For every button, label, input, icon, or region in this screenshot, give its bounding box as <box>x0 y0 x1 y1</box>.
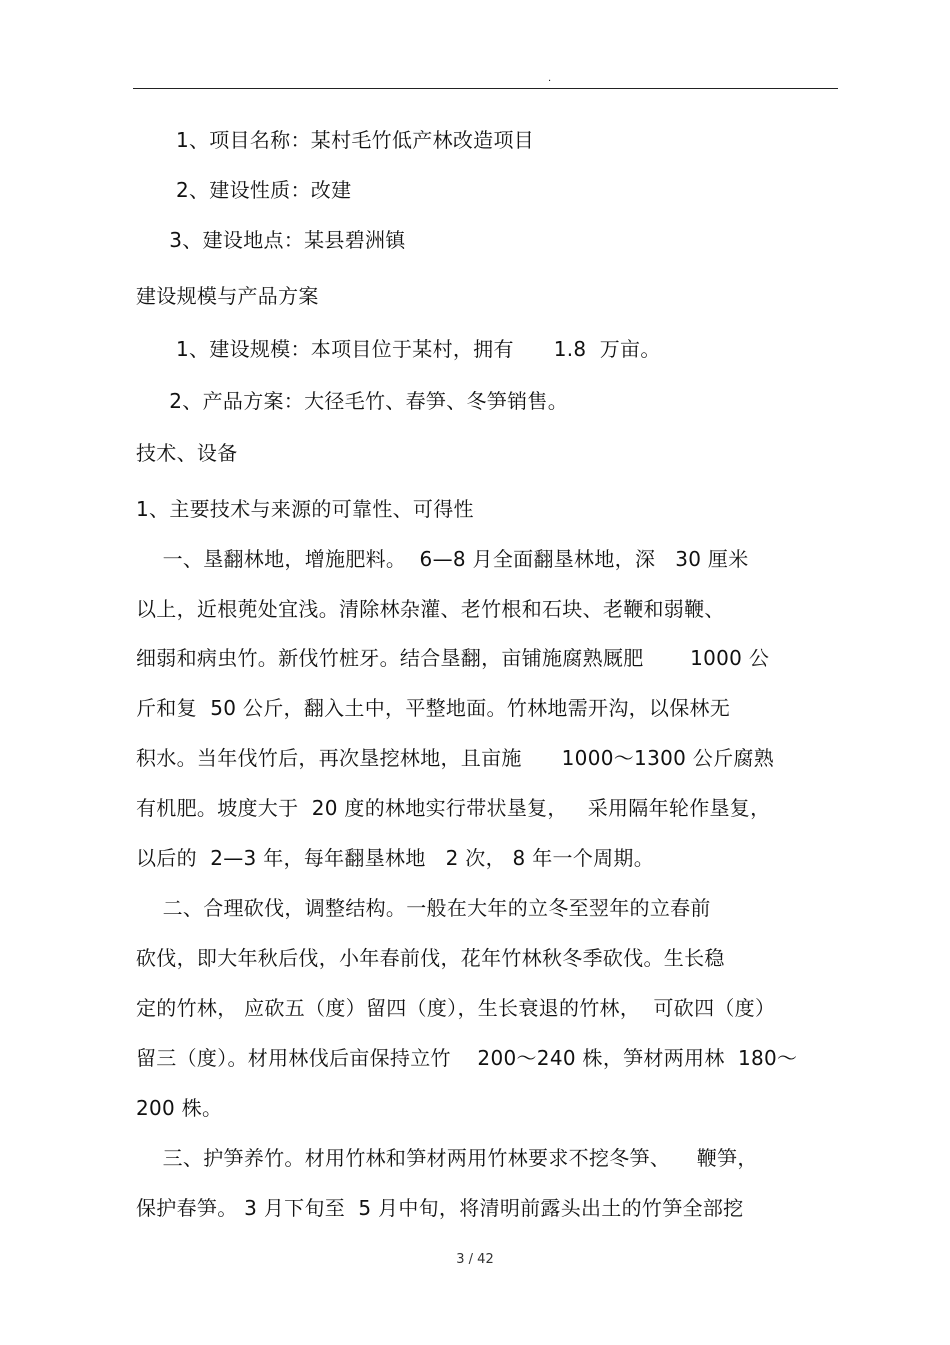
text-line: 砍伐，即大年秋后伐，小年春前伐，花年竹林秋冬季砍伐。生长稳 <box>136 946 725 970</box>
text-line: 3、建设地点：某县碧洲镇 <box>136 228 406 252</box>
header-mark: . <box>548 73 552 84</box>
text-line: 以后的 2—3 年，每年翻垦林地 2 次， 8 年一个周期。 <box>136 846 655 870</box>
text-line: 积水。当年伐竹后，再次垦挖林地，且亩施 1000～1300 公斤腐熟 <box>136 746 774 770</box>
text-line: 留三（度）。材用林伐后亩保持立竹 200～240 株，笋材两用林 180～ <box>136 1046 798 1070</box>
text-line: 200 株。 <box>136 1096 223 1120</box>
text-line: 1、项目名称：某村毛竹低产林改造项目 <box>136 128 535 152</box>
text-line: 以上，近根蔸处宜浅。清除林杂灌、老竹根和石块、老鞭和弱鞭、 <box>136 597 725 621</box>
text-line: 三、护笋养竹。材用竹林和笋材两用竹林要求不挖冬笋、 鞭笋， <box>136 1146 758 1170</box>
text-line: 一、垦翻林地，增施肥料。 6—8 月全面翻垦林地，深 30 厘米 <box>136 547 749 571</box>
section-heading: 建设规模与产品方案 <box>136 284 319 308</box>
text-line: 1、建设规模：本项目位于某村，拥有 1.8 万亩。 <box>136 337 661 361</box>
text-line: 2、建设性质：改建 <box>136 178 352 202</box>
text-line: 2、产品方案：大径毛竹、春笋、冬笋销售。 <box>136 389 569 413</box>
subsection-heading: 1、主要技术与来源的可靠性、可得性 <box>136 497 474 521</box>
text-line: 有机肥。坡度大于 20 度的林地实行带状垦复， 采用隔年轮作垦复， <box>136 796 771 820</box>
text-line: 二、合理砍伐，调整结构。一般在大年的立冬至翌年的立春前 <box>136 896 711 920</box>
text-line: 斤和复 50 公斤，翻入土中，平整地面。竹林地需开沟，以保林无 <box>136 696 731 720</box>
text-line: 保护春笋。 3 月下旬至 5 月中旬，将清明前露头出土的竹笋全部挖 <box>136 1196 744 1220</box>
header-rule <box>133 88 838 89</box>
text-line: 定的竹林， 应砍五（度）留四（度），生长衰退的竹林， 可砍四（度） <box>136 996 776 1020</box>
page-number: 3 / 42 <box>456 1252 494 1267</box>
section-heading: 技术、设备 <box>136 441 238 465</box>
text-line: 细弱和病虫竹。新伐竹桩牙。结合垦翻，亩铺施腐熟厩肥 1000 公 <box>136 646 770 670</box>
